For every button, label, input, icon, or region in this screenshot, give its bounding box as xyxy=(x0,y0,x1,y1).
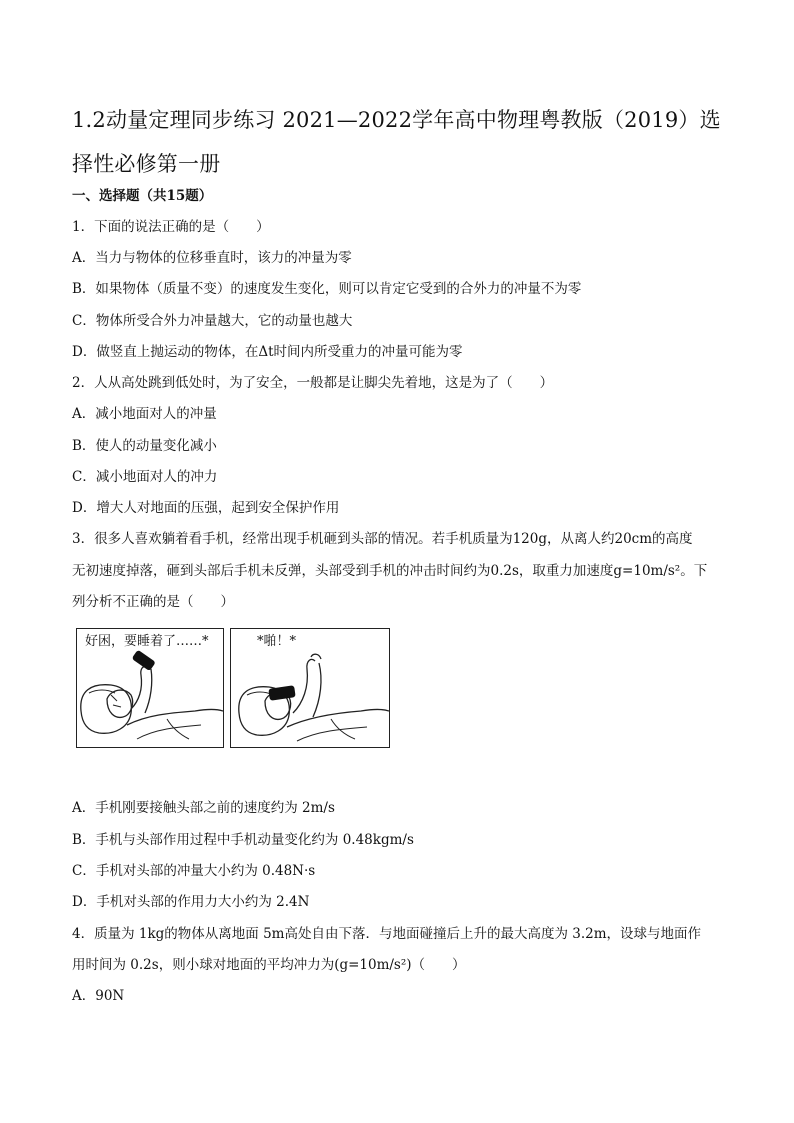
comic-panel-sleepy xyxy=(76,628,224,748)
question-3-option-b: B．手机与头部作用过程中手机动量变化约为 0.48kgm/s xyxy=(72,832,414,848)
phone-hits-face-illustration xyxy=(231,629,390,748)
question-1-option-b: B．如果物体（质量不变）的速度发生变化，则可以肯定它受到的合外力的冲量不为零 xyxy=(72,281,582,297)
question-2-stem: 2．人从高处跳到低处时，为了安全，一般都是让脚尖先着地，这是为了（ ） xyxy=(72,375,554,391)
question-2-option-c: C．减小地面对人的冲力 xyxy=(72,469,218,485)
question-3-option-a: A．手机刚要接触头部之前的速度约为 2m/s xyxy=(72,800,335,816)
comic-caption-smack: *啪！* xyxy=(257,634,297,649)
document-title: 1.2动量定理同步练习 2021—2022学年高中物理粤教版（2019）选择性必修第一册 xyxy=(72,108,721,176)
question-2-option-b: B．使人的动量变化减小 xyxy=(72,438,217,454)
section-heading: 一、选择题（共15题） xyxy=(72,188,213,204)
question-1-option-c: C．物体所受合外力冲量越大，它的动量也越大 xyxy=(72,313,353,329)
question-1-option-d: D．做竖直上抛运动的物体，在Δt时间内所受重力的冲量可能为零 xyxy=(72,344,463,360)
question-4-option-a: A．90N xyxy=(72,988,125,1004)
comic-caption-sleepy: 好困，要睡着了……* xyxy=(85,634,209,649)
question-1-stem: 1．下面的说法正确的是（ ） xyxy=(72,219,270,235)
question-3-stem-line-3: 列分析不正确的是（ ） xyxy=(72,594,234,610)
question-3-option-d: D．手机对头部的作用力大小约为 2.4N xyxy=(72,894,310,910)
question-1-option-a: A．当力与物体的位移垂直时，该力的冲量为零 xyxy=(72,250,352,266)
question-3-stem-line-1: 3．很多人喜欢躺着看手机，经常出现手机砸到头部的情况。若手机质量为120g，从离人约20cm的高度 xyxy=(72,531,693,547)
question-2-option-d: D．增大人对地面的压强，起到安全保护作用 xyxy=(72,500,340,516)
question-2-option-a: A．减小地面对人的冲量 xyxy=(72,406,217,422)
person-reading-phone-illustration xyxy=(77,629,224,748)
question-4-stem-line-2: 用时间为 0.2s，则小球对地面的平均冲力为(g=10m/s²)（ ） xyxy=(72,957,466,973)
question-4-stem-line-1: 4．质量为 1kg的物体从离地面 5m高处自由下落．与地面碰撞后上升的最大高度为 3.2m，设球与地面作 xyxy=(72,926,702,942)
question-3-stem-line-2: 无初速度掉落，砸到头部后手机未反弹，头部受到手机的冲击时间约为0.2s，取重力加速度g=10m/s²。下 xyxy=(72,563,708,579)
comic-panel-smack xyxy=(230,628,390,748)
question-3-option-c: C．手机对头部的冲量大小约为 0.48N·s xyxy=(72,863,316,879)
